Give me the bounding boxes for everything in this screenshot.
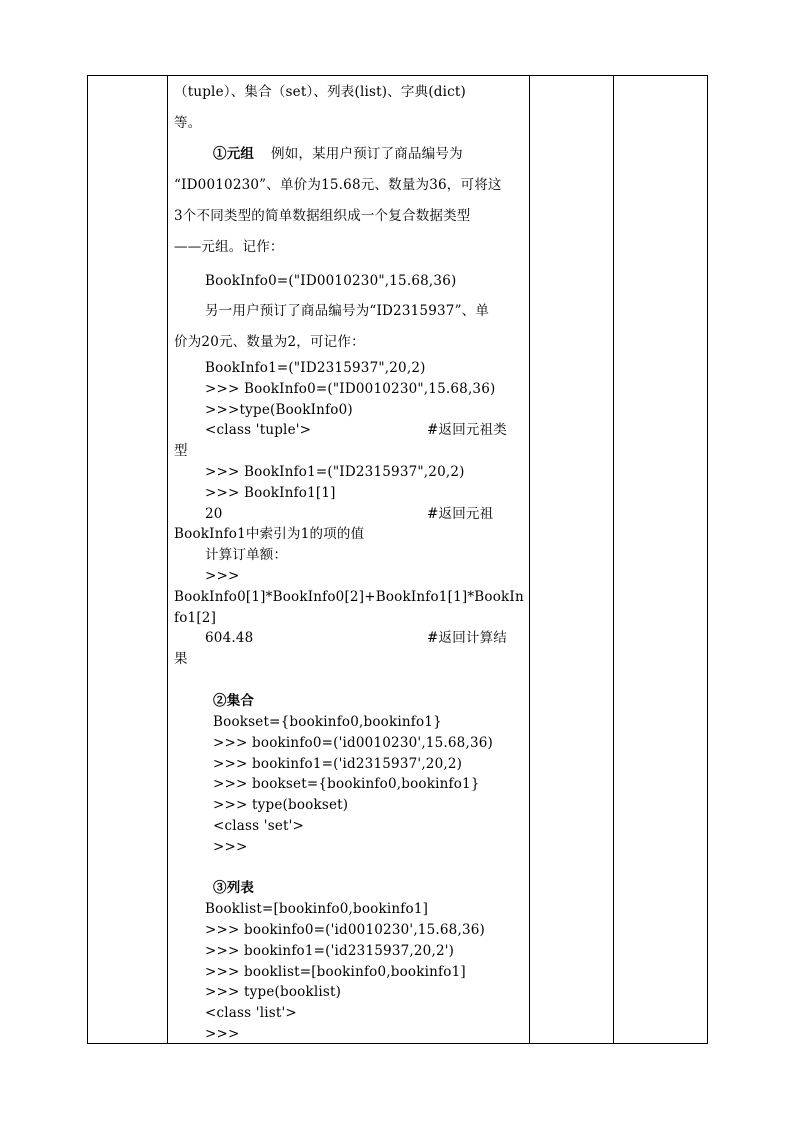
code-line: >>> booklist=[bookinfo0,bookinfo1] [205,964,466,980]
intro-line-1: （tuple）、集合（set）、列表(list)、字典(dict) [174,84,467,100]
code-line: >>> BookInfo0=("ID0010230",15.68,36) [205,381,496,397]
code-line: 20 [205,506,223,522]
code-line: <class 'list'> [205,1005,297,1021]
code-comment: #返回计算结 [427,630,508,646]
code-line: >>> BookInfo1=("ID2315937",20,2) [205,464,465,480]
code-line: BookInfo0[1]*BookInfo0[2]+BookInfo1[1]*BookIn [174,589,524,605]
intro-line-2: 等。 [174,115,202,131]
code-line: >>> [213,839,248,855]
code-line: 计算订单额： [205,547,288,563]
code-line: fo1[2] [174,610,217,626]
code-line: 型 [174,443,188,459]
code-line: BookInfo1=("ID2315937",20,2) [205,360,426,376]
code-line: >>> type(booklist) [205,984,342,1000]
set-heading: ②集合 [213,693,255,709]
code-comment: #返回元祖 [427,506,494,522]
tuple-text-2: “ID0010230”、单价为15.68元、数量为36，可将这 [174,177,502,193]
code-line: >>>type(BookInfo0) [205,402,353,418]
code-line: >>> bookset={bookinfo0,bookinfo1} [213,776,480,792]
code-line: >>> bookinfo0=('id0010230',15.68,36) [205,922,485,938]
tuple-heading: ①元组 [213,146,255,162]
code-line: 果 [174,651,188,667]
code-line: >>> bookinfo1=('id2315937,20,2') [205,943,455,959]
blank-column-cell [614,76,708,1044]
code-line: >>> [205,568,240,584]
tuple-text-1: 例如，某用户预订了商品编号为 [271,146,463,162]
tuple-text-5: 另一用户预订了商品编号为“ID2315937”、单 [205,303,490,319]
content-cell [168,76,530,1044]
content-area [168,76,529,1043]
code-line: <class 'set'> [213,818,305,834]
code-line: >>> [205,1026,240,1042]
code-line: >>> bookinfo0=('id0010230',15.68,36) [213,735,493,751]
tuple-text-3: 3个不同类型的简单数据组织成一个复合数据类型 [174,208,471,224]
lesson-table [87,75,708,1044]
tuple-text-6: 价为20元、数量为2，可记作： [174,334,365,350]
list-heading: ③列表 [213,880,255,896]
code-comment: #返回元祖类 [427,422,508,438]
code-line: BookInfo0=("ID0010230",15.68,36) [205,273,457,289]
code-line: >>> BookInfo1[1] [205,485,336,501]
left-column-cell [88,76,168,1044]
code-line: Booklist=[bookinfo0,bookinfo1] [205,901,429,917]
code-line: BookInfo1中索引为1的项的值 [174,526,365,542]
blank-column-cell [530,76,614,1044]
code-line: >>> type(bookset) [213,797,349,813]
code-line: Bookset={bookinfo0,bookinfo1} [213,714,442,730]
tuple-text-4: ——元组。记作： [174,239,284,255]
code-line: <class 'tuple'> [205,422,312,438]
code-line: >>> bookinfo1=('id2315937',20,2) [213,756,463,772]
code-line: 604.48 [205,630,254,646]
